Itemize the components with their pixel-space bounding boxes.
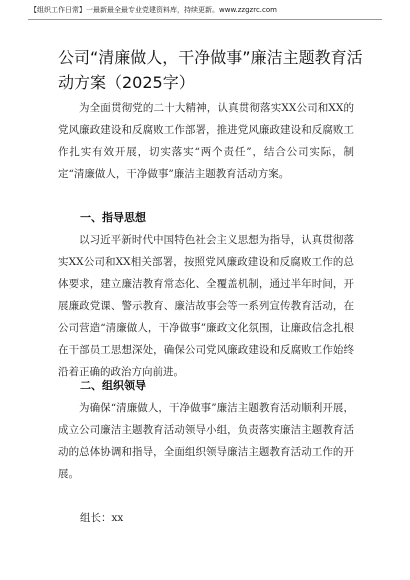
header-banner: 【组织工作日常】一最新最全最专业党建资料库，持续更新。www.zzgzrc.com	[30, 6, 277, 14]
section-body-organization: 为确保“清廉做人，干净做事”廉洁主题教育活动顺利开展，成立公司廉洁主题教育活动领导小组，负责落实廉洁主题教育活动的总体协调和指导，全面组织领导廉洁主题教育活动工作的开展。	[58, 402, 354, 480]
section-heading-organization: 二、组织领导	[80, 379, 146, 392]
intro-paragraph: 为全面贯彻党的二十大精神，认真贯彻落实XX公司和XX的党风廉政建设和反腐败工作部署，推进党风廉政建设和反腐败工作扎实有效开展，切实落实“两个责任”，结合公司实际，制定“清廉做人，干净做事”廉洁主题教育活动方案。	[58, 102, 354, 180]
section-body-guiding-ideology: 以习近平新时代中国特色社会主义思想为指导，认真贯彻落实XX公司和XX相关部署，按照党风廉政建设和反腐败工作的总体要求，建立廉洁教育常态化、全覆盖机制，通过半年时间，开展廉政党课、警示教育、廉洁故事会等一系列宣传教育活动，在公司营造“清廉做人，干净做事”廉政文化氛围，让廉政信念扎根在干部员工思想深处，确保公司党风廉政建设和反腐败工作始终沿着正确的政治方向前进。	[58, 234, 354, 378]
org-leader-line: 组长：xx	[80, 512, 124, 524]
section-heading-guiding-ideology: 一、指导思想	[80, 211, 146, 224]
header-divider	[28, 19, 382, 20]
document-title: 公司“清廉做人，干净做事”廉洁主题教育活动方案（2025字）	[58, 48, 363, 92]
